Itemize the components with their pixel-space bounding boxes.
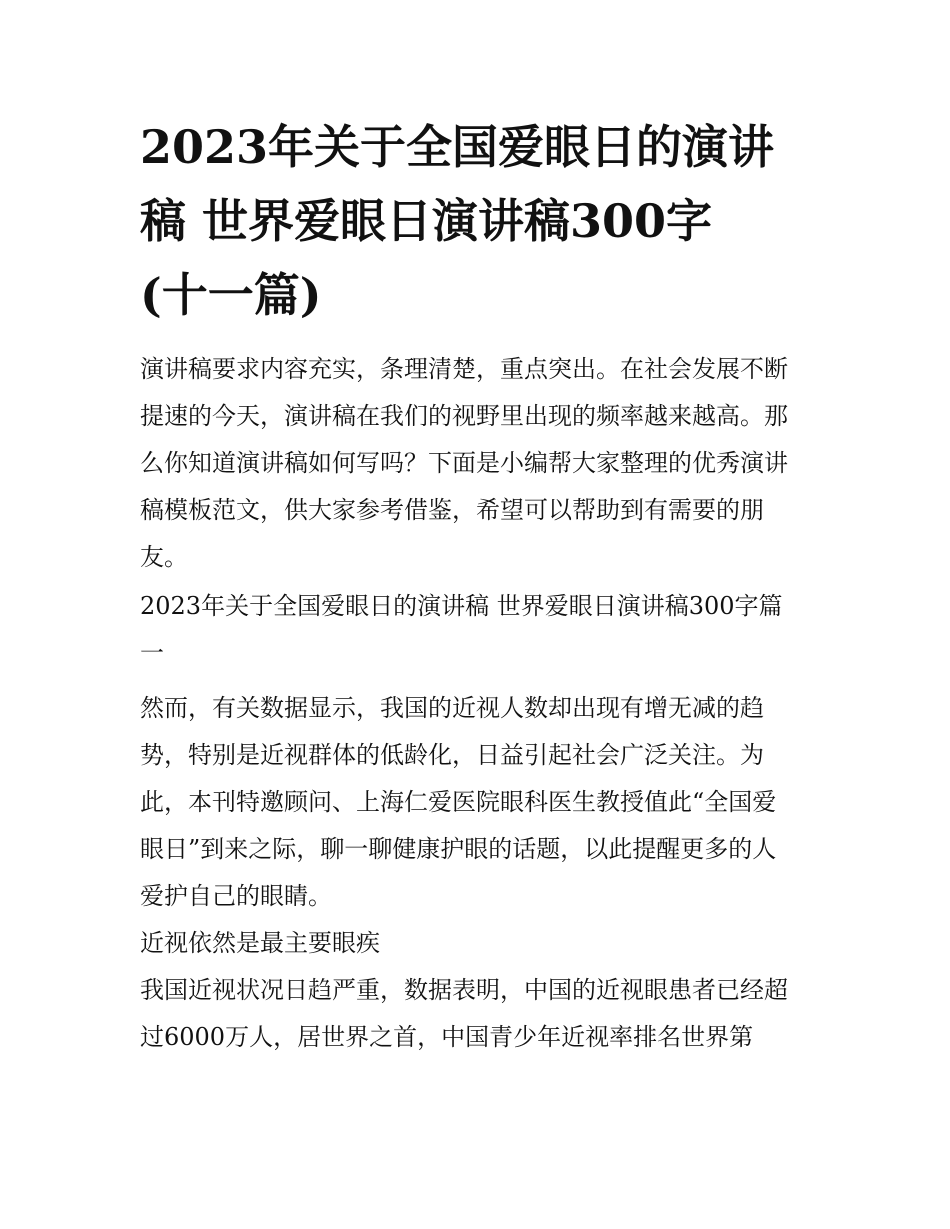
title-line: 稿 世界爱眼日演讲稿300字: [140, 194, 713, 248]
title-line: 2023年关于全国爱眼日的演讲: [140, 120, 775, 174]
paragraph-line: 稿模板范文，供大家参考借鉴，希望可以帮助到有需要的朋: [140, 496, 764, 524]
paragraph-line: 友。: [140, 543, 188, 571]
section-paragraph: [140, 967, 820, 1061]
subheading: 近视依然是最主要眼疾: [140, 929, 380, 957]
section-heading-line: 2023年关于全国爱眼日的演讲稿 世界爱眼日演讲稿300字篇: [140, 592, 783, 620]
paragraph-line: 我国近视状况日趋严重，数据表明，中国的近视眼患者已经超: [140, 976, 788, 1004]
paragraph-line: 过6000万人，居世界之首，中国青少年近视率排名世界第: [140, 1023, 754, 1051]
paragraph-line: 然而，有关数据显示，我国的近视人数却出现有增无减的趋: [140, 694, 764, 722]
section-heading-line: 一: [140, 639, 164, 667]
document-page: [140, 110, 820, 1061]
paragraph-line: 爱护自己的眼睛。: [140, 882, 332, 910]
paragraph-line: 此，本刊特邀顾问、上海仁爱医院眼科医生教授值此“全国爱: [140, 788, 777, 816]
paragraph-line: 眼日”到来之际，聊一聊健康护眼的话题，以此提醒更多的人: [140, 835, 777, 863]
intro-paragraph: [140, 346, 820, 581]
paragraph-line: 演讲稿要求内容充实，条理清楚，重点突出。在社会发展不断: [140, 355, 788, 383]
paragraph-line: 么你知道演讲稿如何写吗？下面是小编帮大家整理的优秀演讲: [140, 449, 788, 477]
paragraph-line: 提速的今天，演讲稿在我们的视野里出现的频率越来越高。那: [140, 402, 788, 430]
paragraph-line: 势，特别是近视群体的低龄化，日益引起社会广泛关注。为: [140, 741, 764, 769]
document-title: [140, 110, 820, 332]
section-paragraph: [140, 685, 820, 920]
title-line: (十一篇): [140, 268, 322, 322]
document-body: [140, 346, 820, 1061]
section-heading: [140, 583, 820, 677]
